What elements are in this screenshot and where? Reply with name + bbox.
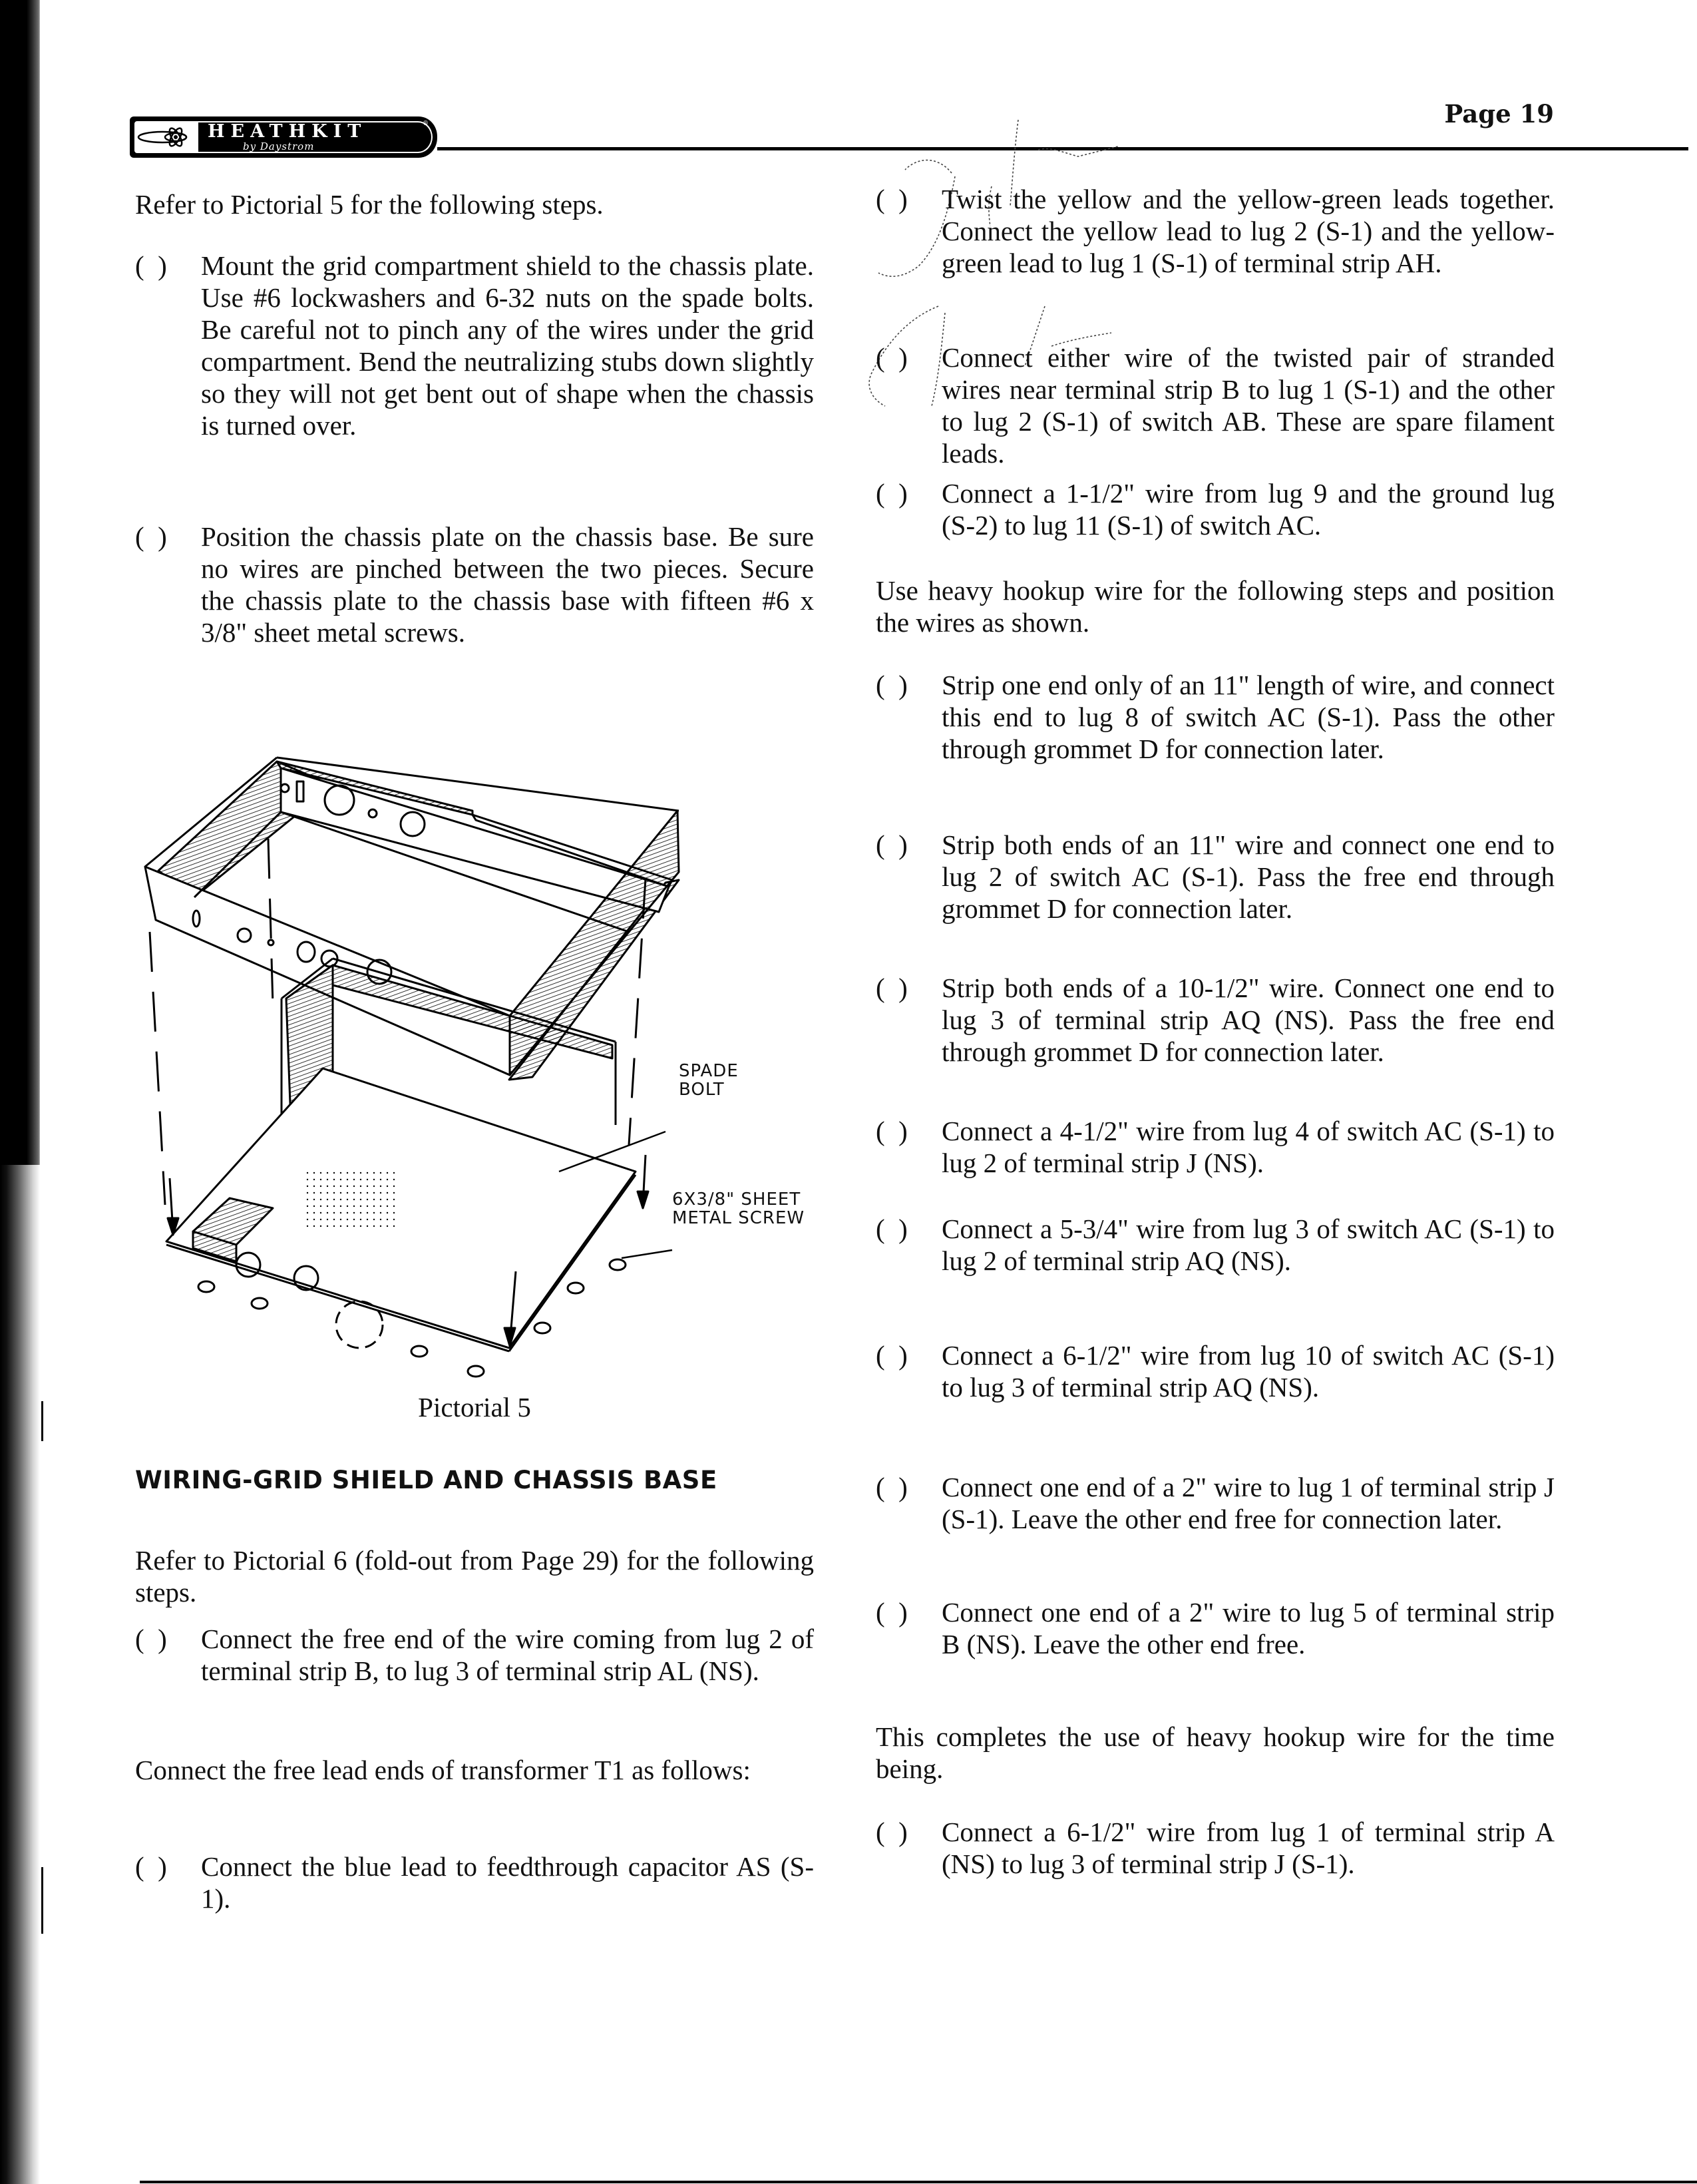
checklist-step	[135, 1851, 814, 1914]
intro-paragraph: Refer to Pictorial 5 for the following steps.	[135, 189, 604, 220]
checklist-step	[876, 829, 1555, 925]
checklist-step	[135, 1623, 814, 1687]
step-text: Position the chassis plate on the chassis base. Be sure no wires are pinched between the two pieces. Secure the chassis plate to the chassis base with fifteen #6 x 3/8" sheet metal screws.	[201, 521, 814, 648]
logo-brand: HEATHKIT	[208, 121, 367, 142]
checklist-step	[876, 477, 1555, 541]
step-text: Connect the blue lead to feedthrough capacitor AS (S-1).	[201, 1851, 814, 1914]
step-checkbox[interactable]: ( )	[135, 1624, 167, 1654]
step-checkbox[interactable]: ( )	[876, 1340, 908, 1371]
step-text: Connect a 6-1/2" wire from lug 1 of terminal strip A (NS) to lug 3 of terminal strip J (S-1).	[942, 1817, 1555, 1879]
step-text: Connect a 6-1/2" wire from lug 10 of switch AC (S-1) to lug 3 of terminal strip AQ (NS).	[942, 1340, 1555, 1403]
step-checkbox[interactable]: ( )	[876, 184, 908, 214]
label-line: BOLT	[679, 1080, 725, 1100]
scan-shadow-edge-dark	[0, 0, 40, 1165]
transformer-intro: Connect the free lead ends of transformer T1 as follows:	[135, 1755, 751, 1785]
pictorial-5-figure	[140, 739, 845, 1378]
step-checkbox[interactable]: ( )	[876, 478, 908, 509]
logo-registered-mark: ®	[423, 120, 429, 127]
step-checkbox[interactable]: ( )	[135, 1851, 167, 1882]
label-spade-bolt	[679, 1062, 739, 1099]
logo-tagline: by Daystrom	[243, 140, 315, 152]
label-sheet-metal-screw	[672, 1190, 805, 1227]
checklist-step	[876, 341, 1555, 469]
chassis-exploded-diagram	[140, 739, 845, 1378]
label-line: SPADE	[679, 1061, 739, 1081]
scan-bottom-edge	[140, 2181, 1697, 2183]
checklist-step	[876, 1596, 1555, 1660]
checklist-step	[876, 972, 1555, 1068]
section-heading: WIRING-GRID SHIELD AND CHASSIS BASE	[135, 1466, 717, 1494]
checklist-step	[876, 183, 1555, 279]
step-checkbox[interactable]: ( )	[876, 973, 908, 1003]
section-intro: Refer to Pictorial 6 (fold-out from Page 29) for the following steps.	[135, 1545, 814, 1608]
checklist-step	[876, 669, 1555, 765]
checklist-step	[876, 1115, 1555, 1179]
page-header	[130, 99, 1561, 163]
step-checkbox[interactable]: ( )	[135, 521, 167, 552]
step-checkbox[interactable]: ( )	[876, 1817, 908, 1847]
step-text: Connect one end of a 2" wire to lug 5 of terminal strip B (NS). Leave the other end free.	[942, 1597, 1555, 1659]
step-checkbox[interactable]: ( )	[876, 1213, 908, 1244]
checklist-step	[135, 250, 814, 441]
step-text: Strip both ends of a 10-1/2" wire. Connect one end to lug 3 of terminal strip AQ (NS). Pass the free end through grommet D for connection later.	[942, 973, 1555, 1067]
page-number: Page 19	[1444, 99, 1554, 128]
checklist-step	[876, 1816, 1555, 1880]
scan-mark	[41, 1401, 43, 1441]
checklist-step	[876, 1213, 1555, 1277]
step-text: Connect the free end of the wire coming from lug 2 of terminal strip B, to lug 3 of terminal strip AL (NS).	[201, 1624, 814, 1686]
step-text: Connect a 1-1/2" wire from lug 9 and the ground lug (S-2) to lug 11 (S-1) of switch AC.	[942, 478, 1555, 541]
step-checkbox[interactable]: ( )	[876, 670, 908, 700]
step-checkbox[interactable]: ( )	[876, 1116, 908, 1146]
step-checkbox[interactable]: ( )	[876, 1597, 908, 1628]
checklist-step	[876, 1339, 1555, 1403]
step-text: Strip one end only of an 11" length of wire, and connect this end to lug 8 of switch AC (S-1). Pass the other through grommet D for connection later.	[942, 670, 1555, 764]
scan-mark	[41, 1867, 43, 1934]
step-checkbox[interactable]: ( )	[876, 1472, 908, 1502]
step-text: Connect one end of a 2" wire to lug 1 of terminal strip J (S-1). Leave the other end free for connection later.	[942, 1472, 1555, 1534]
step-text: Connect either wire of the twisted pair of stranded wires near terminal strip B to lug 1 (S-1) and the other to lug 2 (S-1) of switch AB. These are spare filament leads.	[942, 342, 1555, 469]
step-checkbox[interactable]: ( )	[876, 829, 908, 860]
step-checkbox[interactable]: ( )	[876, 342, 908, 373]
heavy-wire-note: Use heavy hookup wire for the following steps and position the wires as shown.	[876, 575, 1555, 638]
step-checkbox[interactable]: ( )	[135, 250, 167, 281]
step-text: Connect a 5-3/4" wire from lug 3 of switch AC (S-1) to lug 2 of terminal strip AQ (NS).	[942, 1213, 1555, 1276]
label-line: METAL SCREW	[672, 1208, 805, 1228]
logo-emblem-panel	[136, 122, 198, 152]
step-text: Strip both ends of an 11" wire and connect one end to lug 2 of switch AC (S-1). Pass the free end through grommet D for connection later.	[942, 829, 1555, 924]
completion-note: This completes the use of heavy hookup wire for the time being.	[876, 1721, 1555, 1784]
step-text: Connect a 4-1/2" wire from lug 4 of switch AC (S-1) to lug 2 of terminal strip J (NS).	[942, 1116, 1555, 1178]
step-text: Mount the grid compartment shield to the chassis plate. Use #6 lockwashers and 6-32 nuts on the spade bolts. Be careful not to pinch any of the wires under the grid compartment. Bend the neutralizing stubs down slightly so they will not get bent out of shape when the chassis is turned over.	[201, 250, 814, 441]
checklist-step	[876, 1471, 1555, 1535]
checklist-step	[135, 521, 814, 648]
atom-icon	[136, 122, 198, 152]
step-text: Twist the yellow and the yellow-green leads together. Connect the yellow lead to lug 2 (S-1) and the yellow-green lead to lug 1 (S-1) of terminal strip AH.	[942, 184, 1555, 278]
header-rule	[437, 147, 1688, 150]
heathkit-logo	[130, 116, 437, 158]
label-line: 6X3/8" SHEET	[672, 1190, 801, 1209]
figure-caption: Pictorial 5	[418, 1392, 531, 1422]
